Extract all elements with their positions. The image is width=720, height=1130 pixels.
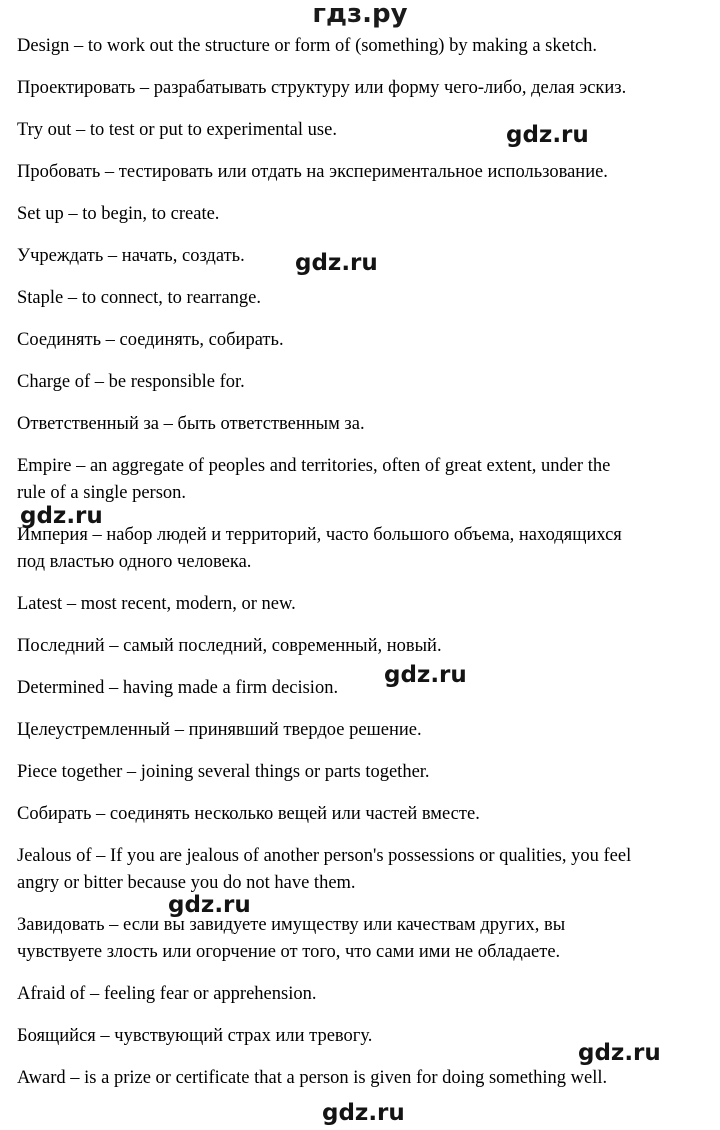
text-line: Staple – to connect, to rearrange. <box>17 288 261 308</box>
text-line: Piece together – joining several things or parts together. <box>17 762 430 782</box>
text-line: Set up – to begin, to create. <box>17 204 220 224</box>
text-line: Try out – to test or put to experimental use. <box>17 120 337 140</box>
watermark: gdz.ru <box>384 662 467 688</box>
watermark: gdz.ru <box>506 122 589 148</box>
text-line: чувствуете злость или огорчение от того, что сами ими не обладаете. <box>17 942 561 962</box>
text-line: Award – is a prize or certificate that a person is given for doing something well. <box>17 1068 608 1088</box>
text-line: Afraid of – feeling fear or apprehension. <box>17 984 317 1004</box>
text-line: Empire – an aggregate of peoples and territories, often of great extent, under the <box>17 456 611 476</box>
watermark: gdz.ru <box>578 1040 661 1066</box>
text-line: Последний – самый последний, современный, новый. <box>17 636 442 656</box>
watermark: gdz.ru <box>20 503 103 529</box>
text-line: Ответственный за – быть ответственным за. <box>17 414 365 434</box>
site-header: гдз.ру <box>312 0 408 29</box>
text-line: Determined – having made a firm decision. <box>17 678 339 698</box>
text-line: Charge of – be responsible for. <box>17 372 245 392</box>
watermark: gdz.ru <box>168 892 251 918</box>
text-line: Завидовать – если вы завидуете имуществу или качествам других, вы <box>17 915 566 935</box>
text-line: rule of a single person. <box>17 483 187 503</box>
text-line: Учреждать – начать, создать. <box>17 246 245 266</box>
text-line: Боящийся – чувствующий страх или тревогу. <box>17 1026 373 1046</box>
text-line: Проектировать – разрабатывать структуру или форму чего-либо, делая эскиз. <box>17 78 627 98</box>
text-line: angry or bitter because you do not have them. <box>17 873 356 893</box>
text-line: Latest – most recent, modern, or new. <box>17 594 296 614</box>
text-line: Целеустремленный – принявший твердое решение. <box>17 720 422 740</box>
text-line: Собирать – соединять несколько вещей или частей вместе. <box>17 804 480 824</box>
text-line: Пробовать – тестировать или отдать на экспериментальное использование. <box>17 162 608 182</box>
watermark: gdz.ru <box>295 250 378 276</box>
text-line: Империя – набор людей и территорий, часто большого объема, находящихся <box>17 525 622 545</box>
text-line: Design – to work out the structure or form of (something) by making a sketch. <box>17 36 598 56</box>
text-line: Соединять – соединять, собирать. <box>17 330 284 350</box>
text-line: под властью одного человека. <box>17 552 252 572</box>
text-line: Jealous of – If you are jealous of another person's possessions or qualities, you feel <box>17 846 632 866</box>
watermark: gdz.ru <box>322 1100 405 1126</box>
